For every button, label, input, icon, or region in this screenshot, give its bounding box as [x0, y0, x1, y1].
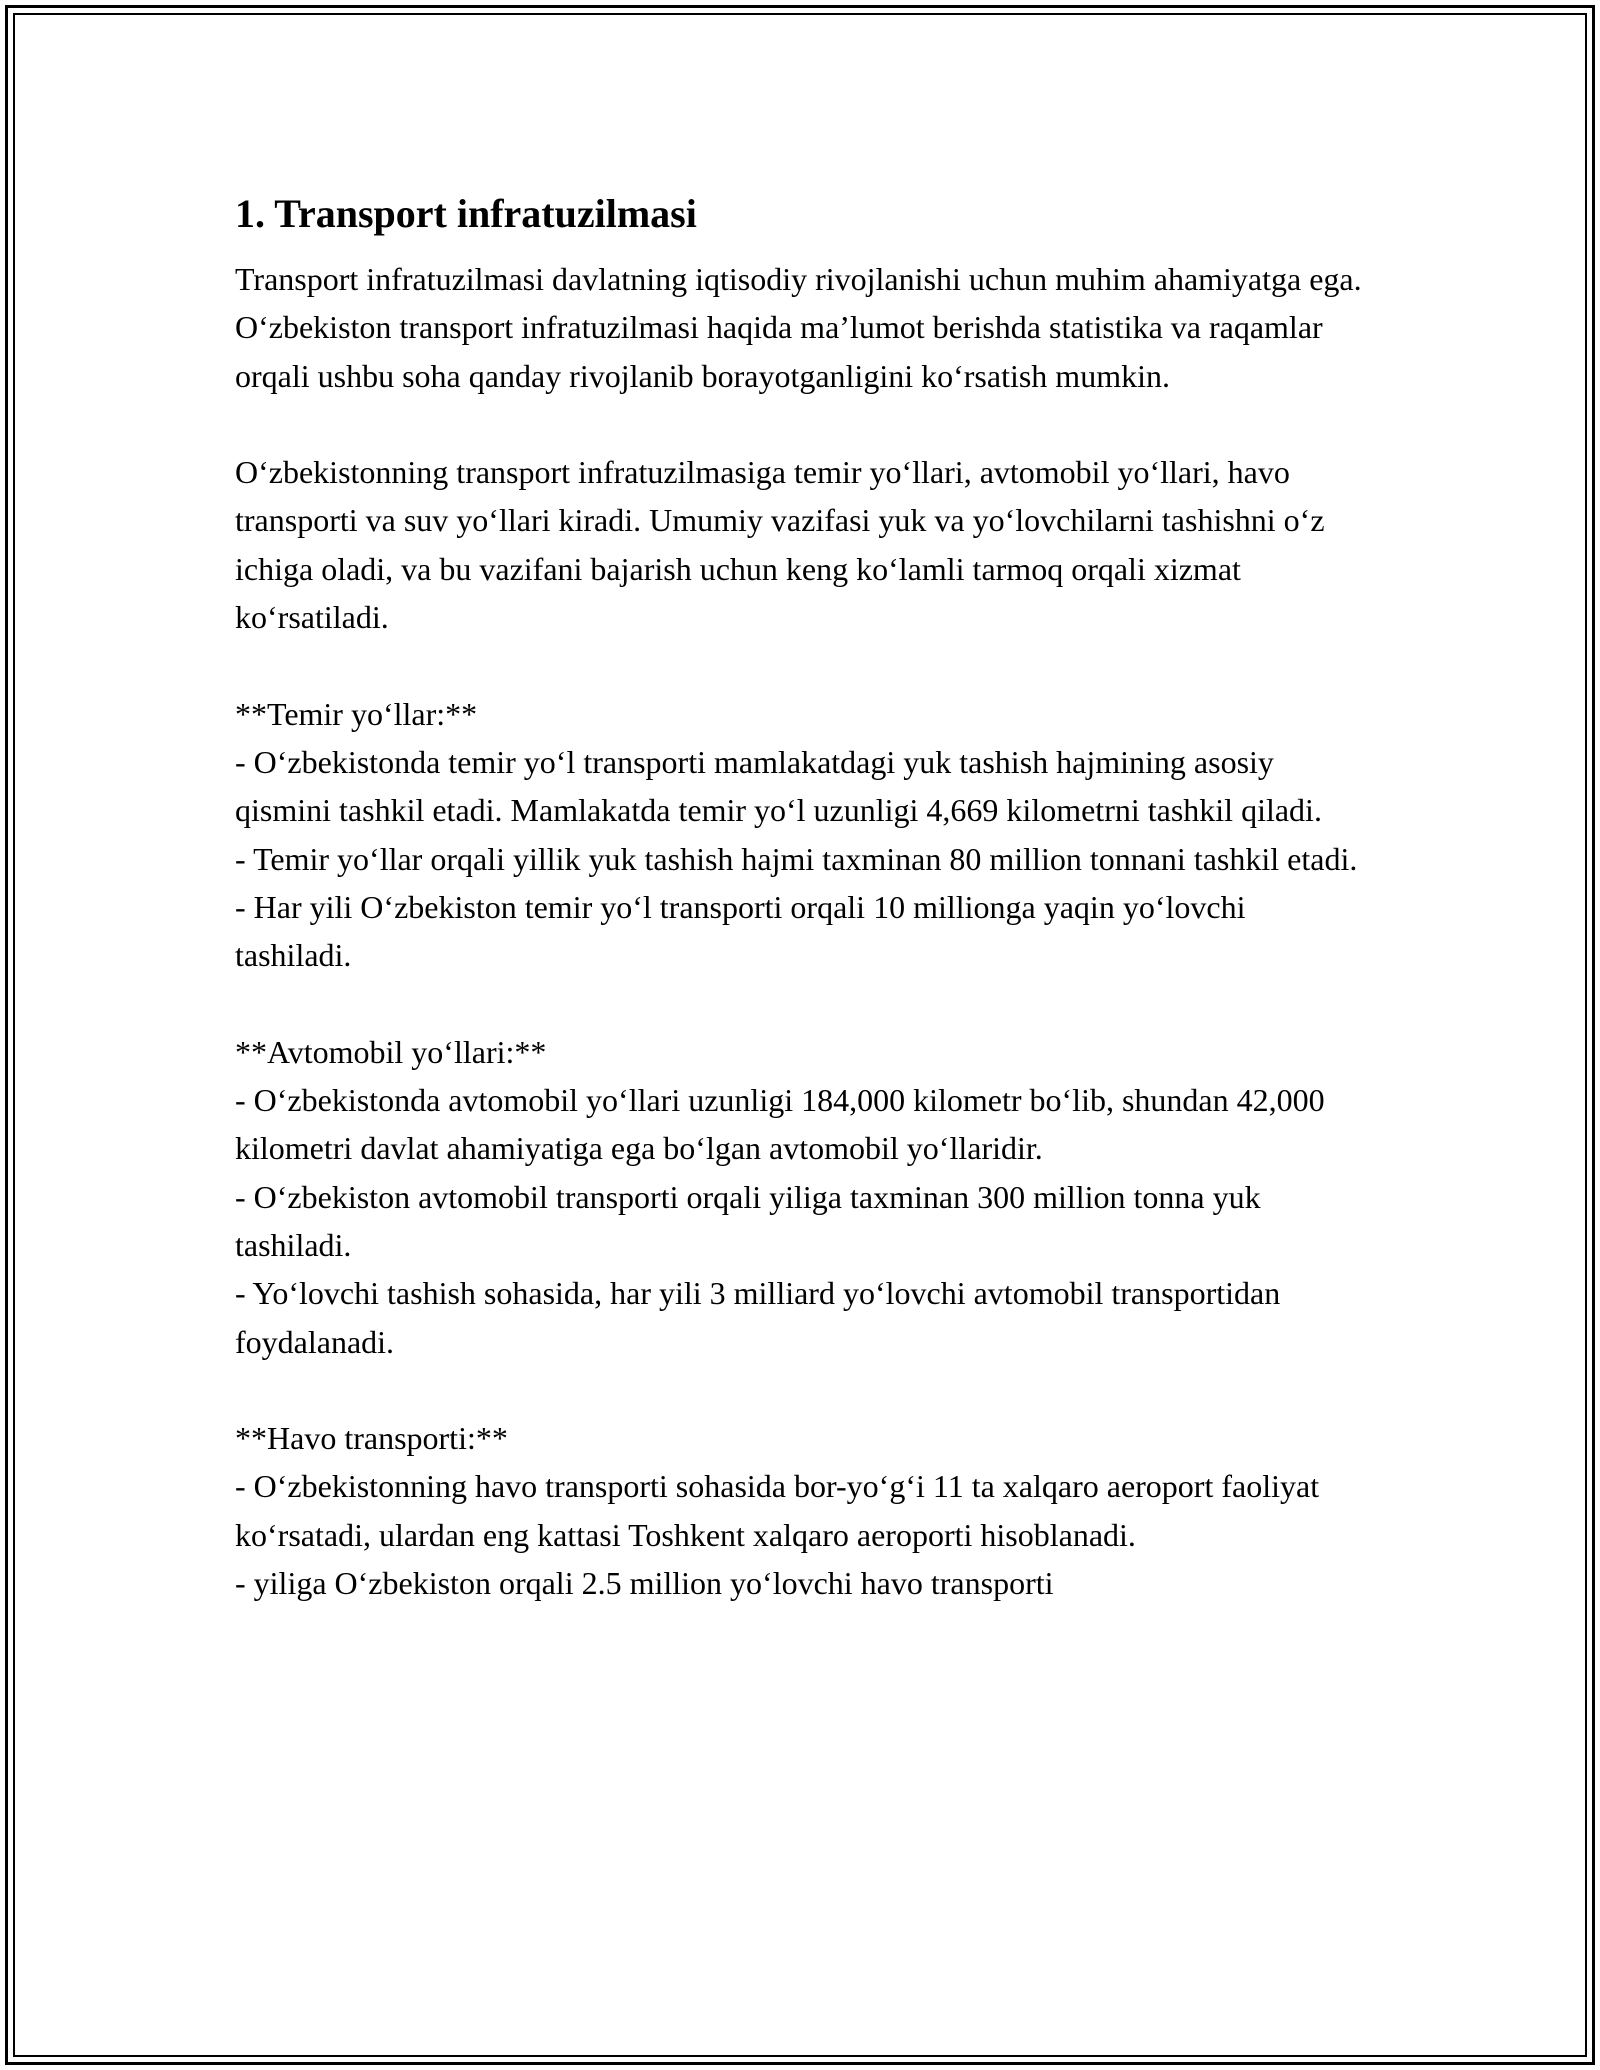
document-title: 1. Transport infratuzilmasi — [235, 191, 697, 236]
list-item: - O‘zbekiston avtomobil transporti orqali yiliga taxminan 300 million tonna yuk tashiladi. — [235, 1178, 1261, 1263]
section-heading: **Havo transporti:** — [235, 1420, 508, 1457]
list-item: - O‘zbekistonda avtomobil yo‘llari uzunligi 184,000 kilometr bo‘lib, shundan 42,000 kilometri davlat ahamiyatiga ega bo‘lgan avtomobil yo‘llaridir. — [235, 1082, 1325, 1167]
list-item: - O‘zbekistonning havo transporti sohasida bor-yo‘g‘i 11 ta xalqaro aeroport faoliyat ko‘rsatadi, ulardan eng kattasi Toshkent xalqaro aeroporti hisoblanadi. — [235, 1468, 1320, 1553]
section-roads — [235, 1028, 1365, 1366]
list-item: - Yo‘lovchi tashish sohasida, har yili 3 milliard yo‘lovchi avtomobil transportidan foydalanadi. — [235, 1275, 1281, 1360]
list-item: - Temir yo‘llar orqali yillik yuk tashish hajmi taxminan 80 million tonnani tashkil etadi. — [235, 840, 1358, 877]
document-body — [235, 187, 1365, 1656]
overview-paragraph: O‘zbekistonning transport infratuzilmasiga temir yo‘llari, avtomobil yo‘llari, havo transporti va suv yo‘llari kiradi. Umumiy vazifasi yuk va yo‘lovchilarni tashishni o‘z ichiga oladi, va bu vazifani bajarish uchun keng ko‘lamli tarmoq orqali xizmat ko‘rsatiladi. — [235, 454, 1325, 636]
section-heading: **Temir yo‘llar:** — [235, 695, 478, 732]
list-item: - Har yili O‘zbekiston temir yo‘l transporti orqali 10 millionga yaqin yo‘lovchi tashiladi. — [235, 888, 1246, 974]
list-item: - O‘zbekistonda temir yo‘l transporti mamlakatdagi yuk tashish hajmining asosiy qismini tashkil etadi. Mamlakatda temir yo‘l uzunligi 4,669 kilometrni tashkil qiladi. — [235, 743, 1322, 829]
intro-paragraph: Transport infratuzilmasi davlatning iqtisodiy rivojlanishi uchun muhim ahamiyatga ega. O‘zbekiston transport infratuzilmasi haqida ma’lumot berishda statistika va raqamlar orqali ushbu soha qanday rivojlanib borayotganligini ko‘rsatish mumkin. — [235, 261, 1362, 394]
section-heading: **Avtomobil yo‘llari:** — [235, 1033, 547, 1070]
section-air-transport — [235, 1414, 1365, 1607]
section-railways — [235, 690, 1365, 980]
list-item: - yiliga O‘zbekiston orqali 2.5 million yo‘lovchi havo transporti — [235, 1565, 1054, 1602]
